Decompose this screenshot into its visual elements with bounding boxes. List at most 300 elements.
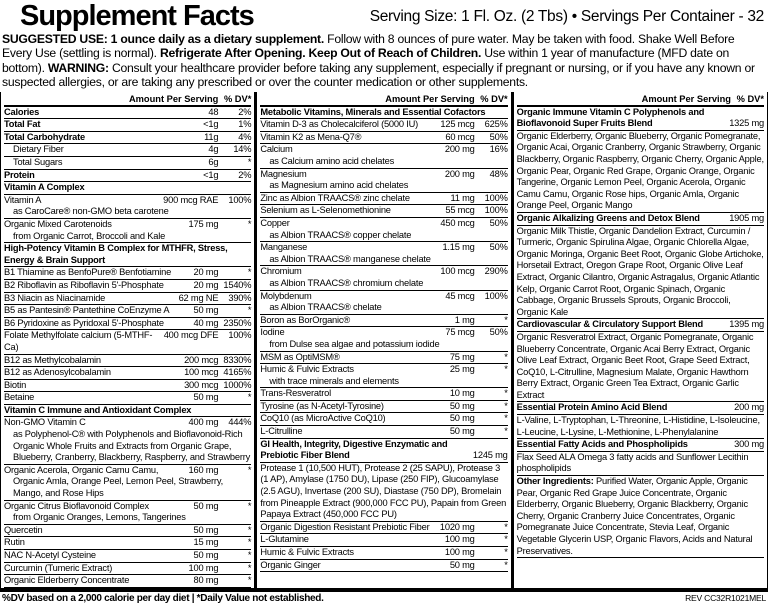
- section-header: [260, 439, 507, 463]
- nutrient-amount: 50 mg: [193, 550, 219, 560]
- suggested-use-segment-4: WARNING:: [47, 60, 112, 75]
- nutrient-amount: 100 mcg: [440, 266, 475, 277]
- nutrient-name: Zinc as Albion TRAACS® zinc chelate: [260, 192, 410, 203]
- nutrient-row: [260, 315, 507, 328]
- nutrient-name: NAC N-Acetyl Cysteine: [4, 550, 96, 560]
- nutrient-row: [4, 107, 251, 120]
- section-title: Vitamin C Immune and Antioxidant Complex: [4, 404, 192, 415]
- nutrient-row: [260, 291, 507, 315]
- nutrient-detail: from Organic Oranges, Lemons, Tangerines: [13, 512, 186, 523]
- section-header: [4, 405, 251, 418]
- nutrient-line: [260, 388, 507, 400]
- nutrient-row: [4, 501, 251, 525]
- nutrient-dv: 290%: [484, 266, 508, 277]
- nutrient-name: Vitamin D-3 as Cholecalciferol (5000 IU): [260, 119, 419, 130]
- nutrient-row: [260, 534, 507, 547]
- nutrient-amount: 75 mcg: [445, 327, 475, 338]
- ingredient-list-text: Purified Water, Organic Apple, Organic Pear, Organic Red Grape Juice Concentrate, Organic Elderberry, Organic Blueberry, Organic Blackberry, Organic Cherry, Organic Cranberry Juice Concentrates, Organic Pomegranate Juice Concentrate, Stevia Leaf, Organic Vegetable Glycerin USP, Organic Flavors, Acids and Natural Preservatives.: [516, 476, 753, 556]
- nutrient-dv: *: [247, 267, 252, 278]
- nutrient-dv: 625%: [484, 119, 508, 130]
- nutrient-amount: 50 mg: [193, 500, 219, 511]
- nutrient-name: Calories: [4, 106, 40, 117]
- nutrient-detail: as Magnesium amino acid chelates: [269, 180, 409, 191]
- nutrient-row: [4, 417, 251, 464]
- nutrient-line: [260, 119, 507, 131]
- nutrient-line: [4, 107, 251, 119]
- nutrient-row: [4, 305, 251, 318]
- nutrient-line: [4, 119, 251, 131]
- nutrient-name: B5 as Pantesin® Pantethine CoEnzyme A: [4, 305, 170, 316]
- nutrient-amount: 50 mg: [193, 305, 219, 316]
- ingredient-list-text: Organic Resveratrol Extract, Organic Pomegranate, Organic Blueberry Concentrate, Organic Acai Berry Extract, Organic Olive Leaf Extract, Organic Beet Root, Grape Seed Extract, CoQ10, L-Citrulline, Magnesium Malate, Organic Hawthorn Berry Extract, Organic Green Tea Extract, Organic Garlic Extract: [516, 331, 754, 400]
- nutrient-line: [260, 327, 507, 339]
- nutrient-row: [260, 119, 507, 132]
- nutrient-row: [260, 352, 507, 365]
- nutrient-dv: *: [247, 575, 252, 586]
- nutrient-name: Organic Acerola, Organic Camu Camu,: [4, 464, 159, 475]
- nutrient-amount: 50 mg: [193, 524, 219, 535]
- nutrient-name: Vitamin K2 as Mena-Q7®: [260, 131, 362, 142]
- facts-columns: [0, 92, 768, 592]
- ingredient-list: [517, 476, 764, 558]
- section-title: Vitamin A Complex: [4, 182, 85, 193]
- nutrient-amount: 1020 mg: [439, 521, 475, 532]
- nutrient-line: [260, 401, 507, 413]
- nutrient-row: [260, 169, 507, 193]
- nutrient-dv: 100%: [484, 205, 508, 216]
- nutrient-line: [260, 364, 507, 376]
- nutrient-name: B3 Niacin as Niacinamide: [4, 292, 106, 303]
- nutrient-row: [260, 401, 507, 414]
- nutrient-line: [4, 563, 251, 575]
- nutrient-dv: 16%: [489, 144, 508, 155]
- nutrient-dv: *: [247, 392, 252, 403]
- nutrient-name: Non-GMO Vitamin C: [4, 417, 86, 428]
- nutrient-name: Total Fat: [4, 119, 41, 130]
- nutrient-name: Dietary Fiber: [13, 144, 64, 155]
- section-header: [517, 439, 764, 452]
- nutrient-amount: 200 mcg: [184, 354, 219, 365]
- nutrient-line: [4, 144, 251, 156]
- nutrient-dv: 2%: [238, 169, 252, 180]
- daily-value-footnote: %DV based on a 2,000 calorie per day diet | *Daily Value not established.: [2, 592, 324, 604]
- nutrient-line: [260, 560, 507, 572]
- nutrient-line: [4, 132, 251, 144]
- suggested-use-segment-5: Consult your healthcare provider before taking any supplement, especially if pregnant or nursing, or if you have any known or suspected allergies, or are taking any prescribed or over the counter medication or other supplements.: [2, 60, 755, 90]
- nutrient-row: [4, 318, 251, 331]
- nutrient-name: Copper: [260, 217, 290, 228]
- ingredient-list: [517, 131, 764, 213]
- nutrient-dv: *: [504, 351, 508, 362]
- nutrient-dv: *: [247, 464, 252, 475]
- nutrient-amount: 900 mcg RAE: [163, 194, 219, 205]
- nutrient-detail: Organic Amla, Orange Peel, Lemon Peel, Strawberry, Mango, and Rose Hips: [13, 476, 223, 499]
- nutrient-line: [4, 550, 251, 562]
- nutrient-line: [260, 218, 507, 230]
- nutrient-line: [4, 219, 251, 231]
- nutrient-amount: 100 mg: [444, 547, 475, 557]
- amount-per-serving-label: Amount Per Serving: [385, 93, 475, 104]
- nutrient-amount: 10 mg: [449, 388, 475, 399]
- nutrient-dv: *: [504, 400, 508, 411]
- nutrient-row: [4, 355, 251, 368]
- nutrient-row: [4, 392, 251, 405]
- footer: [0, 592, 768, 604]
- section-amount: 1245 mg: [472, 450, 508, 461]
- nutrient-line: [260, 169, 507, 181]
- nutrient-amount: 50 mg: [449, 559, 475, 570]
- nutrient-row: [260, 364, 507, 388]
- section-amount: 200 mg: [734, 402, 764, 413]
- nutrient-amount: 160 mg: [188, 464, 219, 475]
- nutrient-dv: *: [247, 550, 252, 560]
- nutrient-row: [4, 330, 251, 354]
- nutrient-row: [4, 195, 251, 219]
- nutrient-row: [260, 205, 507, 218]
- nutrient-line: [260, 132, 507, 144]
- nutrient-amount: 11 mg: [450, 192, 475, 203]
- ingredient-list: [517, 415, 764, 439]
- nutrient-amount: 80 mg: [193, 575, 219, 586]
- nutrient-row: [4, 380, 251, 393]
- nutrient-row: [260, 426, 507, 439]
- nutrient-amount: 300 mcg: [184, 379, 219, 390]
- nutrient-line: [4, 575, 251, 587]
- nutrient-amount: 175 mg: [188, 218, 219, 229]
- nutrient-amount: <1g: [203, 119, 219, 130]
- nutrient-line: [260, 144, 507, 156]
- nutrient-name: Organic Mixed Carotenoids: [4, 218, 112, 229]
- nutrient-row: [260, 193, 507, 206]
- section-header: [517, 213, 764, 226]
- nutrient-line: [4, 367, 251, 379]
- nutrient-amount: 25 mg: [449, 364, 475, 375]
- nutrient-name: Folate Methylfolate calcium (5-MTHF-Ca): [4, 330, 153, 352]
- nutrient-dv: 50%: [489, 131, 508, 142]
- nutrient-amount: 55 mcg: [445, 205, 475, 216]
- nutrient-name: Organic Citrus Bioflavonoid Complex: [4, 500, 149, 511]
- nutrient-amount: 45 mcg: [445, 290, 475, 301]
- nutrient-dv: *: [504, 364, 508, 375]
- dv-label: % DV*: [223, 93, 252, 104]
- nutrient-amount: 40 mg: [193, 317, 219, 328]
- nutrient-detail: as Calcium amino acid chelates: [269, 156, 395, 166]
- nutrient-dv: 2%: [238, 106, 252, 117]
- nutrient-name: Betaine: [4, 392, 35, 403]
- nutrient-dv: 1000%: [223, 379, 252, 390]
- nutrient-amount: 50 mg: [449, 413, 475, 424]
- nutrient-row: [4, 144, 251, 157]
- nutrient-line: [260, 352, 507, 364]
- suggested-use-segment-1: Follow with 8 ounces of pure water. May be taken with food. Shake Well Before Every Use (settling is normal).: [2, 32, 735, 61]
- nutrient-line: [4, 305, 251, 317]
- nutrient-line: [260, 426, 507, 438]
- nutrient-dv: 1%: [238, 119, 252, 130]
- nutrient-row: [260, 144, 507, 168]
- amount-per-serving-label: Amount Per Serving: [128, 93, 219, 104]
- nutrient-amount: 60 mcg: [445, 131, 475, 142]
- nutrient-line: [4, 525, 251, 537]
- section-amount: 300 mg: [734, 439, 764, 450]
- nutrient-name: L-Glutamine: [260, 534, 309, 545]
- nutrient-name: Total Carbohydrate: [4, 131, 85, 142]
- nutrient-line: [4, 195, 251, 207]
- nutrient-dv: *: [504, 426, 508, 437]
- nutrient-line: [260, 547, 507, 559]
- serving-info: Serving Size: 1 Fl. Oz. (2 Tbs) • Servings Per Container - 32: [369, 8, 764, 25]
- ingredient-list-text: Organic Elderberry, Organic Blueberry, Organic Pomegranate, Organic Acai, Organic Cranberry, Organic Strawberry, Organic Blackberry, Organic Raspberry, Organic Cherry, Organic Apple, Organic Pear, Organic Red Grape, Organic Orange, Organic Tangerine, Organic Lemon Peel, Organic Acerola, Organic Camu Camu, Organic Rose hips, Organic Amla, Organic Orange Peel, Organic Mango: [516, 130, 764, 211]
- nutrient-row: [260, 547, 507, 560]
- nutrient-line: [4, 330, 251, 353]
- section-title: Metabolic Vitamins, Minerals and Essential Cofactors: [260, 106, 486, 117]
- nutrient-line: [260, 522, 507, 534]
- nutrient-name: B2 Riboflavin as Riboflavin 5'-Phosphate: [4, 279, 164, 290]
- dv-label: % DV*: [480, 93, 508, 104]
- nutrient-dv: *: [504, 559, 508, 570]
- section-title: Organic Immune Vitamin C Polyphenols and Bioflavonoid Super Fruits Blend: [516, 106, 705, 129]
- section-title: High-Potency Vitamin B Complex for MTHFR, Stress, Energy & Brain Support: [4, 243, 228, 265]
- nutrient-name: Rutin: [4, 537, 25, 548]
- nutrient-amount: 11g: [204, 131, 219, 142]
- nutrient-row: [260, 218, 507, 242]
- nutrient-line: [4, 280, 251, 292]
- section-header: [517, 107, 764, 131]
- nutrient-name: Organic Ginger: [260, 559, 321, 570]
- nutrient-name: Calcium: [260, 144, 293, 155]
- nutrient-name: B12 as Adenosylcobalamin: [4, 367, 111, 378]
- nutrient-row: [260, 327, 507, 351]
- facts-column-1: [1, 92, 254, 588]
- nutrient-amount: 6g: [208, 157, 219, 167]
- section-title: GI Health, Integrity, Digestive Enzymatic and Prebiotic Fiber Blend: [260, 438, 448, 461]
- nutrient-name: Humic & Fulvic Extracts: [260, 364, 354, 375]
- nutrient-dv: 4%: [238, 131, 252, 142]
- section-header: [517, 319, 764, 332]
- section-amount: 1395 mg: [729, 319, 764, 330]
- nutrient-amount: 200 mg: [444, 144, 475, 155]
- nutrient-name: Quercetin: [4, 524, 43, 535]
- nutrient-detail: from Dulse sea algae and potassium iodide: [269, 338, 440, 349]
- nutrient-line: [4, 170, 251, 182]
- nutrient-dv: 50%: [489, 217, 508, 228]
- nutrient-dv: *: [504, 413, 508, 424]
- nutrient-row: [4, 575, 251, 588]
- nutrient-amount: 1.15 mg: [442, 242, 475, 253]
- nutrient-row: [260, 266, 507, 290]
- nutrient-dv: 100%: [484, 290, 508, 301]
- nutrient-dv: 48%: [489, 168, 508, 179]
- nutrient-dv: 1540%: [223, 279, 252, 290]
- ingredient-list-text: Organic Milk Thistle, Organic Dandelion Extract, Curcumin / Turmeric, Organic Spirulina Algae, Organic Chlorella Algae, Organic Moringa, Organic Beet Root, Organic Globe Artichoke, Horsetail Extract, Oregon Grape Root, Organic Olive Leaf Extract, Organic Cilantro, Organic Astragalus, Organic Atlantic Kelp, Organic Carrot Root, Organic Spinach, Organic Cabbage, Organic Brussels Sprouts, Organic Broccoli, Organic Kale: [516, 225, 764, 317]
- nutrient-name: MSM as OptiMSM®: [260, 351, 340, 362]
- suggested-use-segment-0: SUGGESTED USE: 1 ounce daily as a dietary supplement.: [2, 32, 328, 46]
- nutrient-name: Protein: [4, 169, 35, 180]
- nutrient-line: [4, 267, 251, 279]
- nutrient-detail: as Albion TRAACS® copper chelate: [269, 229, 412, 240]
- nutrient-name: B12 as Methylcobalamin: [4, 354, 101, 365]
- nutrient-dv: 100%: [228, 330, 252, 341]
- nutrient-amount: 400 mcg DFE: [163, 330, 219, 341]
- suggested-use-segment-3: Use within 1 year of manufacture (MFD date on bottom).: [2, 46, 730, 75]
- nutrient-amount: 400 mg: [188, 417, 219, 428]
- ingredient-list-text: Flax Seed ALA Omega 3 fatty acids and Sunflower Lecithin phospholipids: [516, 451, 749, 474]
- nutrient-name: Magnesium: [260, 168, 307, 179]
- nutrient-row: [260, 242, 507, 266]
- column-header: [260, 92, 507, 107]
- nutrient-dv: *: [247, 537, 252, 548]
- ingredient-list: [517, 452, 764, 476]
- dv-label: % DV*: [736, 93, 764, 104]
- page-title: Supplement Facts: [20, 0, 254, 32]
- nutrient-dv: *: [247, 157, 252, 167]
- section-amount: 1905 mg: [729, 212, 764, 223]
- nutrient-dv: *: [504, 521, 508, 532]
- nutrient-name: B1 Thiamine as BenfoPure® Benfotiamine: [4, 267, 172, 278]
- nutrient-row: [4, 293, 251, 306]
- nutrient-dv: 444%: [228, 417, 252, 428]
- section-header: [260, 107, 507, 120]
- nutrient-amount: 100 mcg: [184, 367, 219, 378]
- nutrient-row: [4, 563, 251, 576]
- ingredient-list: [517, 226, 764, 320]
- nutrient-detail: as Polyphenol-C® with Polyphenols and Bioflavonoid-Rich Organic Whole Fruits and Extracts from Organic Grape, Blueberry, Cranberry, Blackberry, Raspberry, and Strawberry: [13, 429, 251, 463]
- nutrient-detail: with trace minerals and elements: [269, 375, 399, 386]
- nutrient-dv: *: [247, 305, 252, 316]
- nutrient-dv: 2350%: [223, 317, 252, 328]
- nutrient-line: [4, 501, 251, 513]
- nutrient-dv: 50%: [489, 327, 508, 338]
- section-header: [4, 182, 251, 195]
- nutrient-row: [4, 119, 251, 132]
- nutrient-amount: 20 mg: [193, 279, 219, 290]
- section-amount: 1325 mg: [729, 118, 764, 129]
- ingredient-list-text: Protease 1 (10,500 HUT), Protease 2 (25 SAPU), Protease 3 (1 AP), Amylase (1750 DU), Lipase (250 FIP), Glucoamylase (2.5 AGU), Invertase (200 SU), Diastase (750 DP), Bromelain from Pineapple Extract (900,000 FCC PU), Papain from Green Papaya Extract (450,000 FCC PU): [260, 462, 507, 520]
- column-header: [517, 92, 764, 107]
- nutrient-row: [4, 465, 251, 501]
- section-title: Organic Alkalizing Greens and Detox Blend: [516, 212, 700, 223]
- nutrient-dv: 100%: [484, 192, 508, 203]
- nutrient-dv: *: [504, 388, 508, 399]
- nutrient-name: Curcumin (Tumeric Extract): [4, 562, 113, 573]
- nutrient-detail: as Albion TRAACS® chelate: [269, 302, 382, 313]
- nutrient-dv: *: [247, 218, 252, 229]
- nutrient-name: Manganese: [260, 242, 308, 253]
- rev-code: REV CC32R1021MEL: [685, 593, 766, 604]
- nutrient-line: [260, 205, 507, 217]
- ingredient-list: [517, 332, 764, 403]
- nutrient-dv: 50%: [489, 242, 508, 253]
- nutrient-amount: 100 mg: [444, 534, 475, 545]
- nutrient-row: [4, 132, 251, 145]
- nutrient-name: Tyrosine (as N-Acetyl-Tyrosine): [260, 400, 384, 411]
- nutrient-line: [260, 413, 507, 425]
- nutrient-amount: 62 mg NE: [178, 292, 219, 303]
- nutrient-line: [260, 193, 507, 205]
- nutrient-dv: *: [247, 524, 252, 535]
- nutrient-row: [4, 170, 251, 183]
- nutrient-dv: 100%: [228, 194, 252, 205]
- nutrient-dv: 8330%: [223, 354, 252, 365]
- nutrient-line: [4, 392, 251, 404]
- nutrient-amount: 100 mg: [188, 562, 219, 573]
- nutrient-amount: 200 mg: [444, 168, 475, 179]
- nutrient-amount: 125 mcg: [440, 119, 475, 130]
- nutrient-name: Humic & Fulvic Extracts: [260, 547, 354, 557]
- nutrient-name: Total Sugars: [13, 157, 63, 167]
- nutrient-row: [260, 132, 507, 145]
- nutrient-line: [4, 293, 251, 305]
- nutrient-amount: 15 mg: [193, 537, 219, 548]
- nutrient-name: B6 Pyridoxine as Pyridoxal 5'-Phosphate: [4, 317, 164, 328]
- section-title: Essential Protein Amino Acid Blend: [516, 402, 668, 413]
- nutrient-dv: *: [504, 314, 508, 325]
- nutrient-dv: *: [504, 547, 508, 557]
- nutrient-detail: from Organic Carrot, Broccoli and Kale: [13, 230, 166, 241]
- nutrient-name: Boron as BorOrganic®: [260, 314, 350, 325]
- nutrient-amount: 1 mg: [454, 314, 475, 325]
- nutrient-name: Selenium as L-Selenomethionine: [260, 205, 391, 216]
- facts-column-3: [511, 92, 767, 588]
- nutrient-name: L-Citrulline: [260, 426, 303, 437]
- nutrient-name: Vitamin A: [4, 194, 42, 205]
- section-header: [4, 243, 251, 267]
- nutrient-name: Iodine: [260, 327, 285, 338]
- nutrient-line: [4, 318, 251, 330]
- nutrient-row: [4, 280, 251, 293]
- nutrient-row: [260, 522, 507, 535]
- nutrient-row: [4, 157, 251, 170]
- nutrient-dv: 390%: [228, 292, 252, 303]
- nutrient-name: Molybdenum: [260, 290, 312, 301]
- ingredient-list-text: L-Valine, L-Tryptophan, L-Threonine, L-Histidine, L-Isoleucine, L-Leucine, L-Lysine, L-Methionine, L-Phenylalanine: [516, 415, 760, 437]
- nutrient-amount: 20 mg: [193, 267, 219, 278]
- nutrient-line: [260, 534, 507, 546]
- nutrient-detail: as Albion TRAACS® chromium chelate: [269, 277, 424, 288]
- suggested-use-text: [2, 32, 766, 90]
- nutrient-row: [4, 537, 251, 550]
- nutrient-row: [4, 267, 251, 280]
- nutrient-dv: 4165%: [223, 367, 252, 378]
- nutrient-amount: 4g: [208, 144, 219, 155]
- nutrient-row: [260, 413, 507, 426]
- nutrient-line: [4, 537, 251, 549]
- nutrient-amount: 50 mg: [193, 392, 219, 403]
- nutrient-dv: *: [504, 534, 508, 545]
- nutrient-dv: *: [247, 500, 252, 511]
- nutrient-amount: 50 mg: [449, 400, 475, 411]
- nutrient-name: Organic Elderberry Concentrate: [4, 575, 130, 586]
- nutrient-amount: 450 mcg: [440, 217, 475, 228]
- nutrient-row: [4, 367, 251, 380]
- nutrient-dv: *: [247, 562, 252, 573]
- nutrient-row: [4, 550, 251, 563]
- column-header: [4, 92, 251, 107]
- nutrient-name: Trans-Resveratrol: [260, 388, 331, 399]
- nutrient-name: CoQ10 (as MicroActive CoQ10): [260, 413, 386, 424]
- nutrient-amount: 48: [208, 106, 219, 117]
- nutrient-row: [260, 560, 507, 573]
- nutrient-detail: as Albion TRAACS® manganese chelate: [269, 253, 431, 264]
- nutrient-amount: 75 mg: [449, 351, 475, 362]
- nutrient-amount: 50 mg: [449, 426, 475, 437]
- nutrient-name: Chromium: [260, 266, 302, 277]
- nutrient-row: [4, 525, 251, 538]
- nutrient-amount: <1g: [203, 169, 219, 180]
- section-title: Cardiovascular & Circulatory Support Blend: [516, 319, 704, 330]
- nutrient-dv: 14%: [233, 144, 252, 155]
- nutrient-name: Organic Digestion Resistant Prebiotic Fiber: [260, 521, 430, 532]
- nutrient-line: [4, 157, 251, 169]
